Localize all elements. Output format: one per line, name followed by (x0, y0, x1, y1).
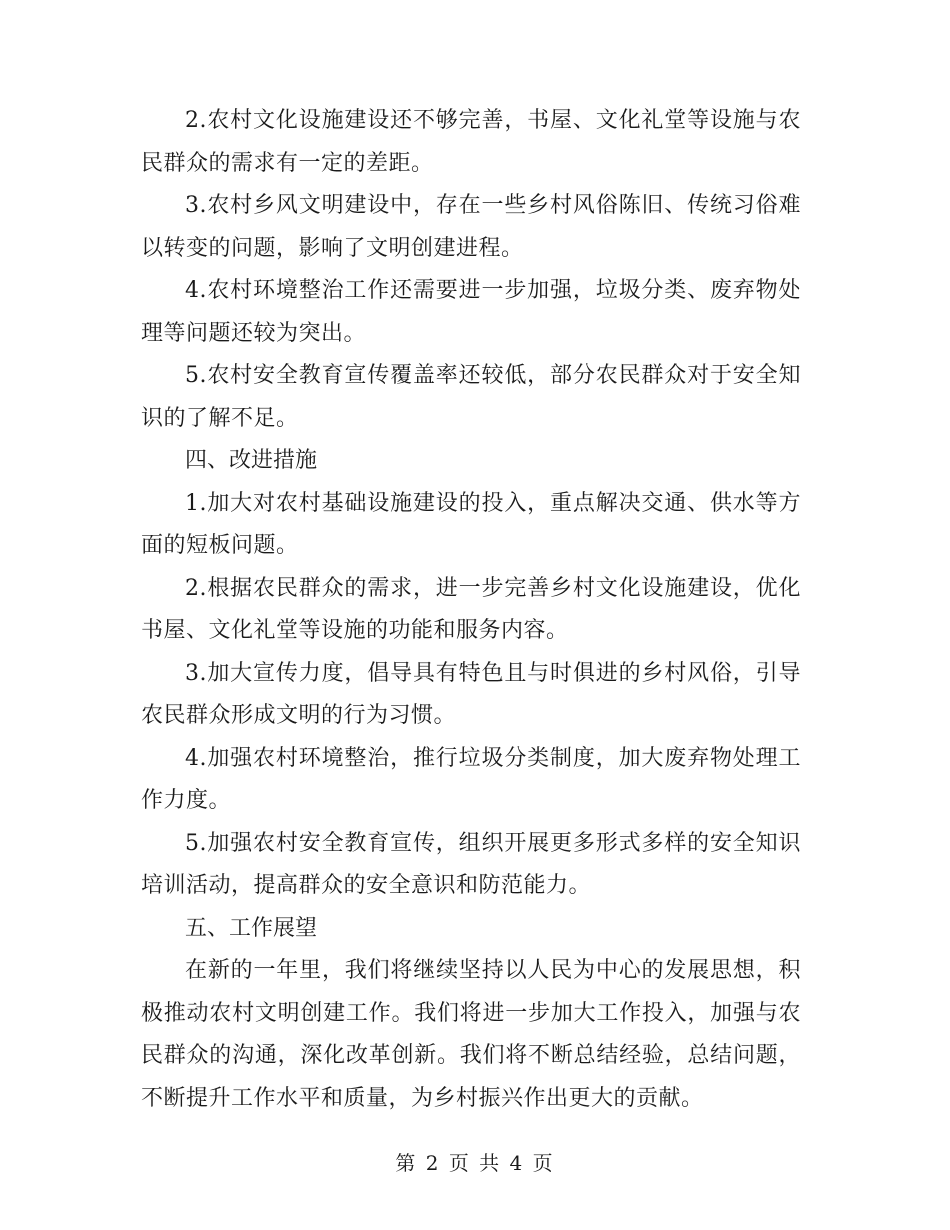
paragraph-measure-4: 4.加强农村环境整治，推行垃圾分类制度，加大废弃物处理工作力度。 (141, 745, 801, 813)
page-number-footer: 第 2 页 共 4 页 (395, 1151, 555, 1175)
paragraph-item-2-culture: 2.农村文化设施建设还不够完善，书屋、文化礼堂等设施与农民群众的需求有一定的差距。 (141, 108, 801, 176)
paragraph-item-4-environment: 4.农村环境整治工作还需要进一步加强，垃圾分类、废弃物处理等问题还较为突出。 (141, 278, 801, 346)
paragraph-item-5-safety: 5.农村安全教育宣传覆盖率还较低，部分农民群众对于安全知识的了解不足。 (141, 363, 801, 431)
paragraph-measure-5: 5.加强农村安全教育宣传，组织开展更多形式多样的安全知识培训活动，提高群众的安全意识和防范能力。 (141, 830, 801, 898)
paragraph-outlook: 在新的一年里，我们将继续坚持以人民为中心的发展思想，积极推动农村文明创建工作。我们将进一步加大工作投入，加强与农民群众的沟通，深化改革创新。我们将不断总结经验，总结问题，不断提升工作水平和质量，为乡村振兴作出更大的贡献。 (141, 958, 801, 1111)
section-heading-outlook: 五、工作展望 (185, 915, 318, 941)
section-heading-improvements: 四、改进措施 (185, 448, 318, 473)
document-body (141, 100, 801, 1120)
paragraph-item-3-customs: 3.农村乡风文明建设中，存在一些乡村风俗陈旧、传统习俗难以转变的问题，影响了文明创建进程。 (141, 193, 801, 261)
paragraph-measure-1: 1.加大对农村基础设施建设的投入，重点解决交通、供水等方面的短板问题。 (141, 490, 801, 558)
paragraph-measure-3: 3.加大宣传力度，倡导具有特色且与时俱进的乡村风俗，引导农民群众形成文明的行为习惯。 (141, 660, 801, 728)
paragraph-measure-2: 2.根据农民群众的需求，进一步完善乡村文化设施建设，优化书屋、文化礼堂等设施的功能和服务内容。 (141, 575, 801, 643)
